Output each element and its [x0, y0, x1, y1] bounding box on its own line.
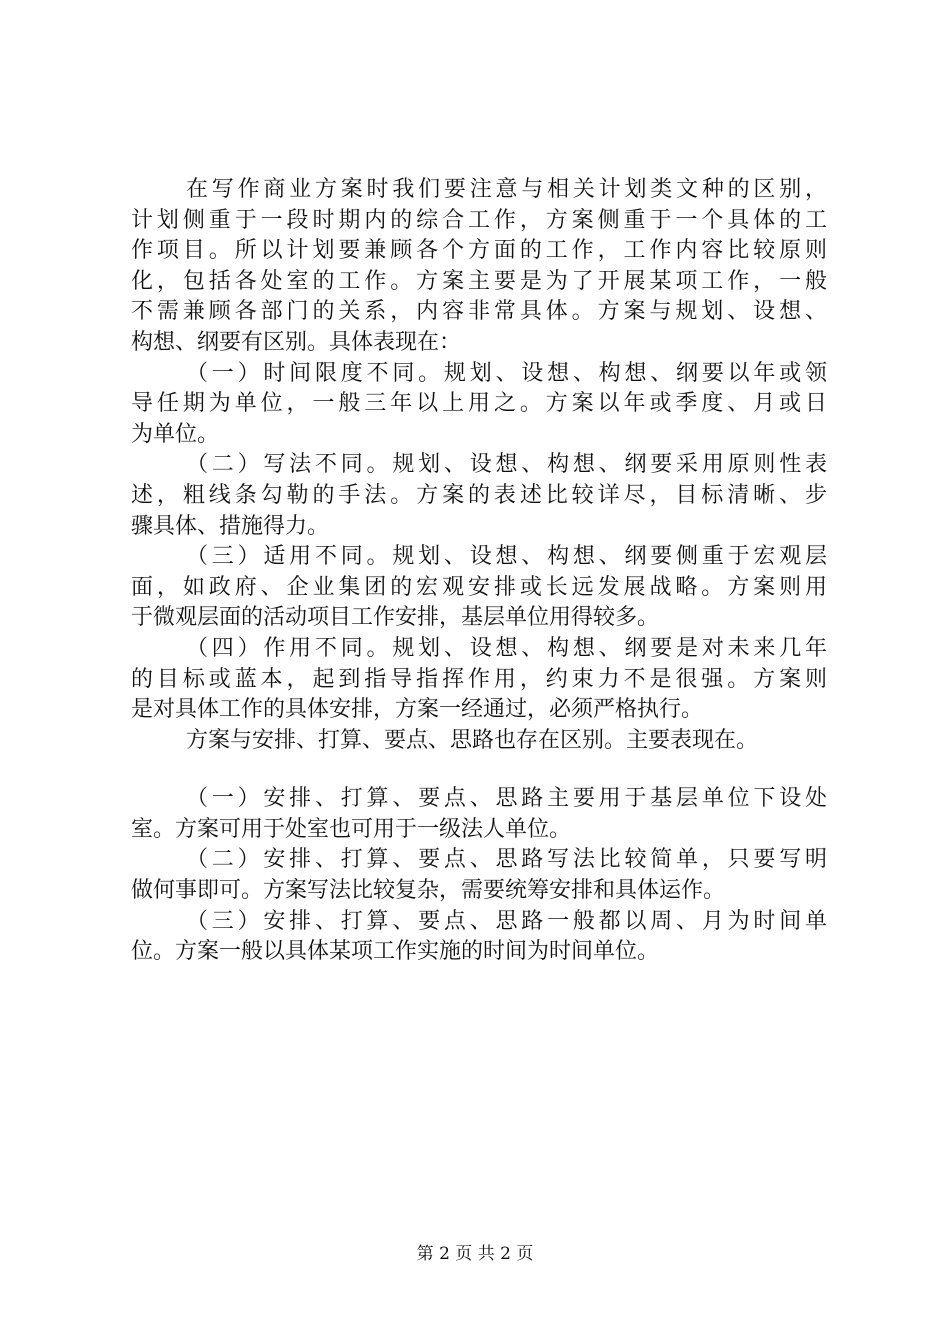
paragraph-line: 导任期为单位，一般三年以上用之。方案以年或季度、月或日	[131, 391, 827, 417]
paragraph-line: （二）写法不同。规划、设想、构想、纲要采用原则性表	[186, 452, 827, 478]
paragraph-line: 室。方案可用于处室也可用于一级法人单位。	[131, 816, 572, 842]
paragraph-line: （三）安排、打算、要点、思路一般都以周、月为时间单	[186, 908, 827, 934]
document-body	[131, 175, 827, 968]
paragraph-line: （一）时间限度不同。规划、设想、构想、纲要以年或领	[186, 360, 827, 386]
paragraph-line: 构想、纲要有区别。具体表现在：	[131, 329, 462, 355]
paragraph-line: 在写作商业方案时我们要注意与相关计划类文种的区别，	[186, 177, 827, 202]
paragraph-line: （一）安排、打算、要点、思路主要用于基层单位下设处	[186, 786, 827, 812]
paragraph-line: 面，如政府、企业集团的宏观安排或长远发展战略。方案则用	[131, 574, 827, 600]
paragraph-line: （二）安排、打算、要点、思路写法比较简单，只要写明	[186, 847, 827, 873]
paragraph-line: 是对具体工作的具体安排，方案一经通过，必须严格执行。	[131, 697, 704, 723]
paragraph-line: 做何事即可。方案写法比较复杂，需要统筹安排和具体运作。	[131, 878, 726, 904]
paragraph-line: 化，包括各处室的工作。方案主要是为了开展某项工作，一般	[131, 268, 827, 294]
paragraph-line: （三）适用不同。规划、设想、构想、纲要侧重于宏观层	[186, 544, 827, 570]
paragraph-line: 方案与安排、打算、要点、思路也存在区别。主要表现在。	[186, 727, 759, 753]
page-number-footer: 第 2 页 共 2 页	[416, 1244, 534, 1264]
paragraph-line: 于微观层面的活动项目工作安排，基层单位用得较多。	[131, 605, 660, 631]
paragraph-line: （四）作用不同。规划、设想、构想、纲要是对未来几年	[186, 635, 827, 661]
paragraph-line: 计划侧重于一段时期内的综合工作，方案侧重于一个具体的工	[131, 207, 827, 233]
paragraph-line: 作项目。所以计划要兼顾各个方面的工作，工作内容比较原则	[131, 238, 827, 264]
paragraph-line: 为单位。	[131, 421, 220, 447]
paragraph-line: 不需兼顾各部门的关系，内容非常具体。方案与规划、设想、	[131, 299, 827, 325]
paragraph-line: 述，粗线条勾勒的手法。方案的表述比较详尽，目标清晰、步	[131, 482, 827, 508]
paragraph-line: 位。方案一般以具体某项工作实施的时间为时间单位。	[131, 939, 660, 965]
paragraph-gap	[131, 756, 827, 784]
paragraph-line: 骤具体、措施得力。	[131, 513, 330, 539]
paragraph-line: 的目标或蓝本，起到指导指挥作用，约束力不是很强。方案则	[131, 666, 827, 692]
